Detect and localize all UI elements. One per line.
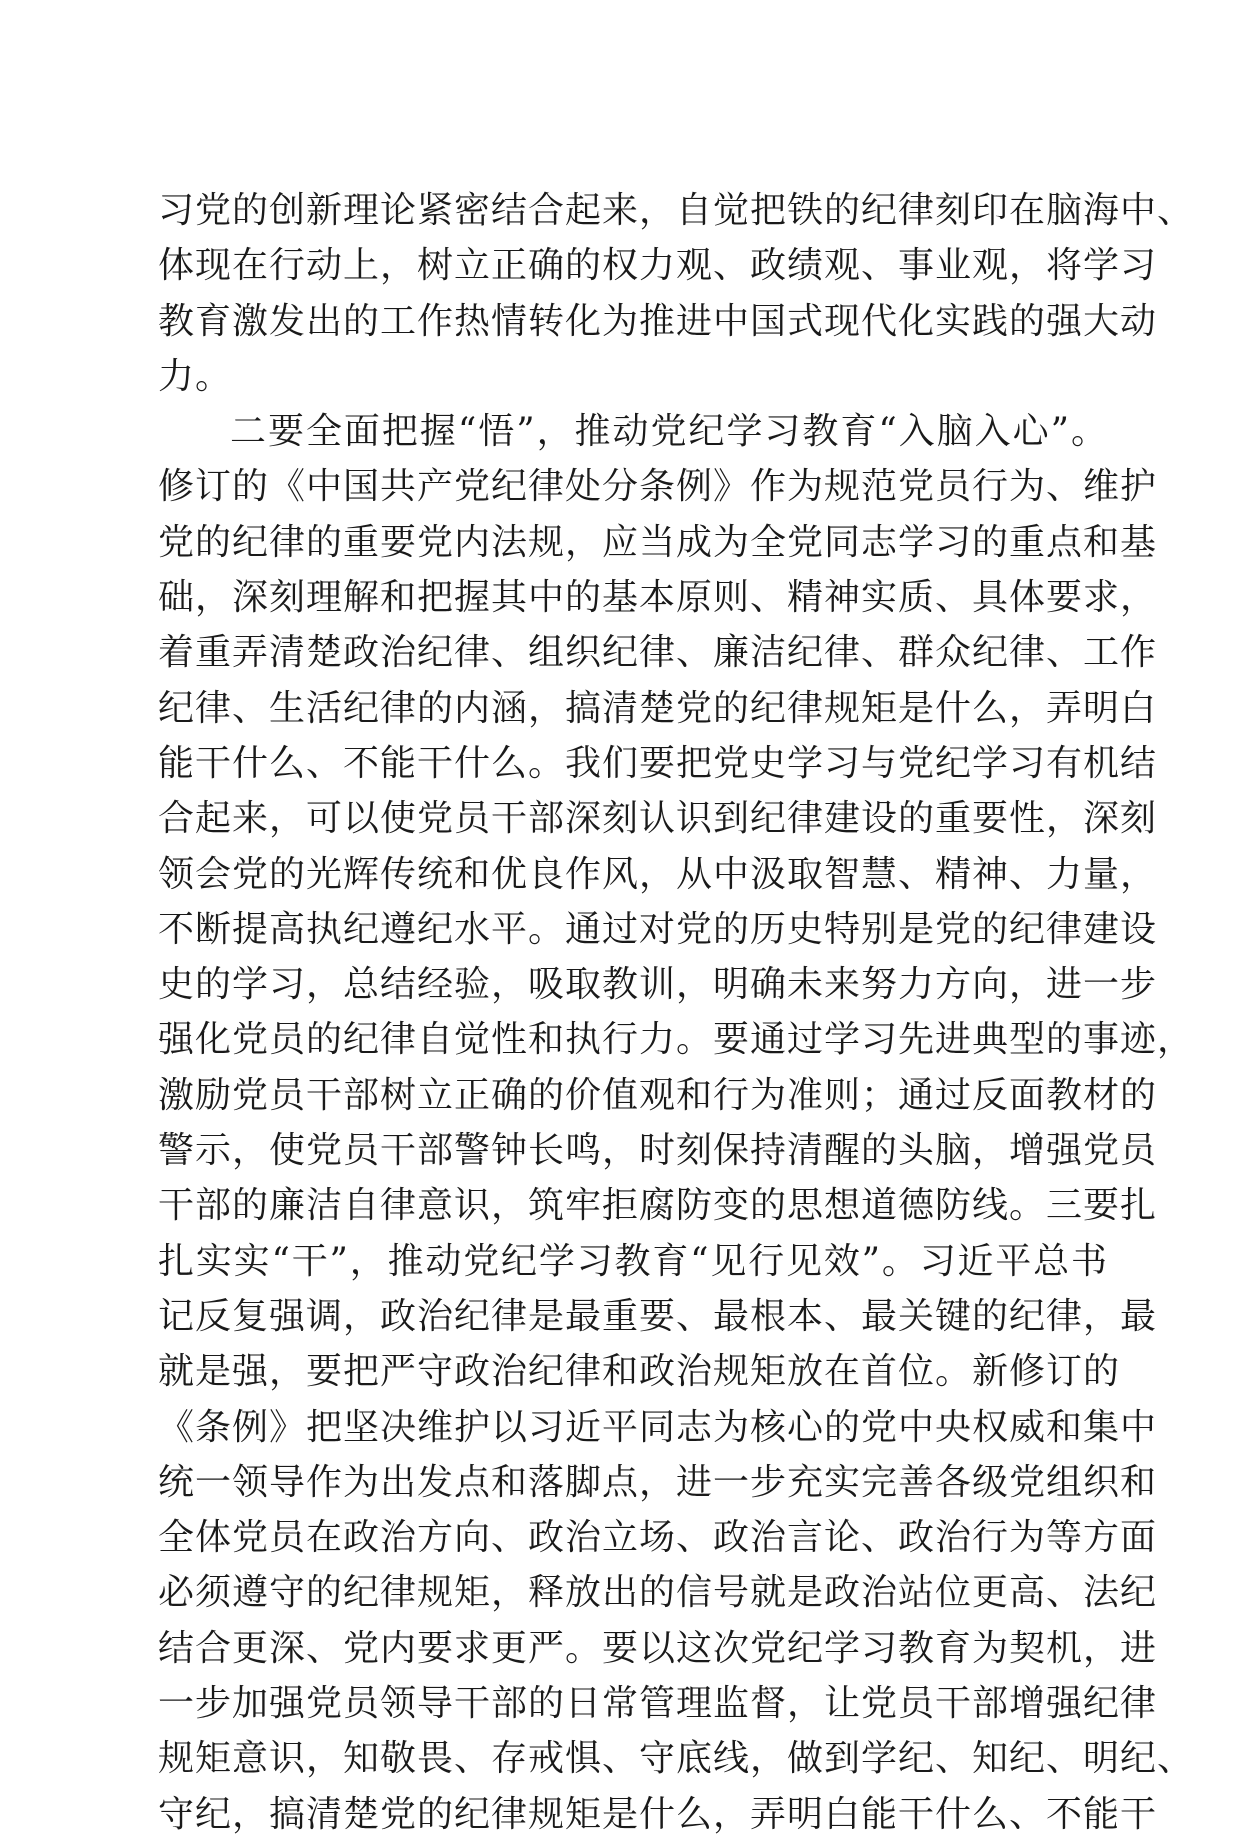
- text-line: 守纪，搞清楚党的纪律规矩是什么，弄明白能干什么、不能干: [158, 1793, 1158, 1835]
- text-line: 干部的廉洁自律意识，筑牢拒腐防变的思想道德防线。三要扎: [158, 1185, 1158, 1227]
- text-line: 警示，使党员干部警钟长鸣，时刻保持清醒的头脑，增强党员: [158, 1130, 1158, 1172]
- text-line: 能干什么、不能干什么。我们要把党史学习与党纪学习有机结: [158, 742, 1158, 784]
- text-line: 体现在行动上，树立正确的权力观、政绩观、事业观，将学习: [158, 245, 1158, 287]
- text-line: 着重弄清楚政治纪律、组织纪律、廉洁纪律、群众纪律、工作: [158, 632, 1158, 674]
- text-line: 必须遵守的纪律规矩，释放出的信号就是政治站位更高、法纪: [158, 1572, 1158, 1614]
- text-line: 教育激发出的工作热情转化为推进中国式现代化实践的强大动: [158, 300, 1158, 342]
- text-line: 础，深刻理解和把握其中的基本原则、精神实质、具体要求，: [158, 577, 1158, 619]
- text-line: 结合更深、党内要求更严。要以这次党纪学习教育为契机，进: [158, 1627, 1158, 1669]
- body-text: [158, 183, 1195, 1842]
- text-line: 规矩意识，知敬畏、存戒惧、守底线，做到学纪、知纪、明纪、: [158, 1738, 1195, 1780]
- text-line: 党的纪律的重要党内法规，应当成为全党同志学习的重点和基: [158, 521, 1158, 563]
- text-line: 就是强，要把严守政治纪律和政治规矩放在首位。新修订的: [158, 1351, 1121, 1393]
- text-line: 扎实实“干”，推动党纪学习教育“见行见效”。习近平总书: [158, 1240, 1108, 1282]
- text-line: 统一领导作为出发点和落脚点，进一步充实完善各级党组织和: [158, 1461, 1158, 1503]
- text-line: 二要全面把握“悟”，推动党纪学习教育“入脑入心”。: [230, 411, 1108, 453]
- text-line: 《条例》把坚决维护以习近平同志为核心的党中央权威和集中: [158, 1406, 1158, 1448]
- text-line: 一步加强党员领导干部的日常管理监督，让党员干部增强纪律: [158, 1683, 1158, 1725]
- text-line: 力。: [158, 355, 233, 397]
- text-line: 激励党员干部树立正确的价值观和行为准则；通过反面教材的: [158, 1074, 1158, 1116]
- text-line: 强化党员的纪律自觉性和执行力。要通过学习先进典型的事迹，: [158, 1019, 1195, 1061]
- text-line: 记反复强调，政治纪律是最重要、最根本、最关键的纪律，最: [158, 1295, 1158, 1337]
- text-line: 合起来，可以使党员干部深刻认识到纪律建设的重要性，深刻: [158, 798, 1158, 840]
- text-line: 纪律、生活纪律的内涵，搞清楚党的纪律规矩是什么，弄明白: [158, 687, 1158, 729]
- text-line: 领会党的光辉传统和优良作风，从中汲取智慧、精神、力量，: [158, 853, 1158, 895]
- text-line: 不断提高执纪遵纪水平。通过对党的历史特别是党的纪律建设: [158, 908, 1158, 950]
- text-line: 习党的创新理论紧密结合起来，自觉把铁的纪律刻印在脑海中、: [158, 190, 1195, 231]
- text-line: 全体党员在政治方向、政治立场、政治言论、政治行为等方面: [158, 1517, 1158, 1559]
- text-line: 修订的《中国共产党纪律处分条例》作为规范党员行为、维护: [158, 466, 1158, 508]
- text-line: 史的学习，总结经验，吸取教训，明确未来努力方向，进一步: [158, 964, 1158, 1006]
